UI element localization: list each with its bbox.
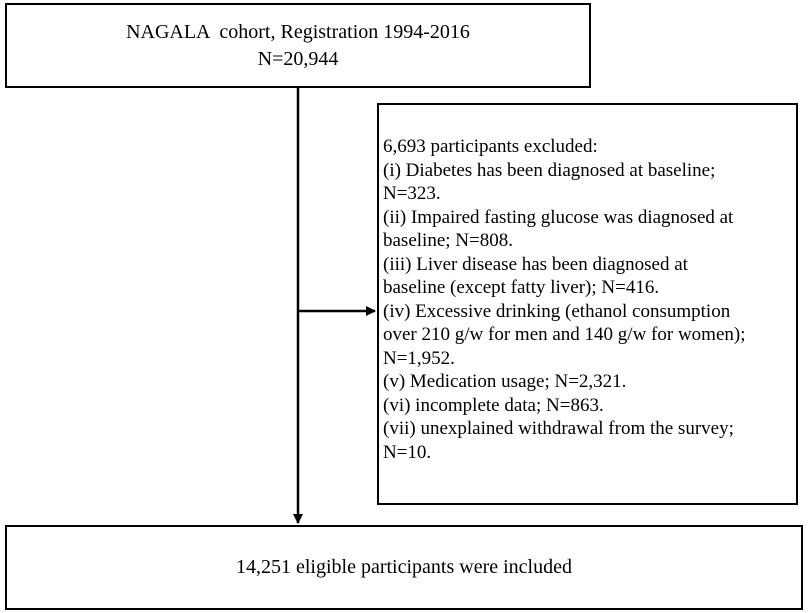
included-text: 14,251 eligible participants were included bbox=[235, 556, 572, 578]
exclusion-line: (v) Medication usage; N=2,321. bbox=[383, 371, 627, 392]
cohort-box bbox=[5, 3, 591, 88]
exclusion-line: (iii) Liver disease has been diagnosed at bbox=[383, 253, 688, 275]
exclusion-box bbox=[377, 103, 798, 505]
exclusion-line: N=10. bbox=[383, 441, 432, 463]
exclusion-line: (i) Diabetes has been diagnosed at baseline; bbox=[383, 159, 716, 181]
exclusion-line: baseline; N=808. bbox=[383, 230, 513, 251]
exclusion-line: N=323. bbox=[383, 183, 441, 204]
cohort-title: NAGALA cohort, Registration 1994-2016 bbox=[126, 20, 470, 43]
included-box bbox=[5, 525, 803, 610]
exclusion-line: N=1,952. bbox=[383, 347, 455, 369]
exclusion-line: (iv) Excessive drinking (ethanol consumption bbox=[383, 300, 731, 322]
exclusion-line: over 210 g/w for men and 140 g/w for women); bbox=[383, 324, 746, 345]
exclusion-line: (vi) incomplete data; N=863. bbox=[383, 394, 604, 416]
exclusion-line: (vii) unexplained withdrawal from the survey; bbox=[383, 418, 734, 439]
cohort-count: N=20,944 bbox=[257, 47, 339, 70]
exclusion-line: (ii) Impaired fasting glucose was diagnosed at bbox=[383, 206, 734, 228]
exclusion-line: 6,693 participants excluded: bbox=[383, 136, 598, 157]
exclusion-line: baseline (except fatty liver); N=416. bbox=[383, 277, 660, 298]
